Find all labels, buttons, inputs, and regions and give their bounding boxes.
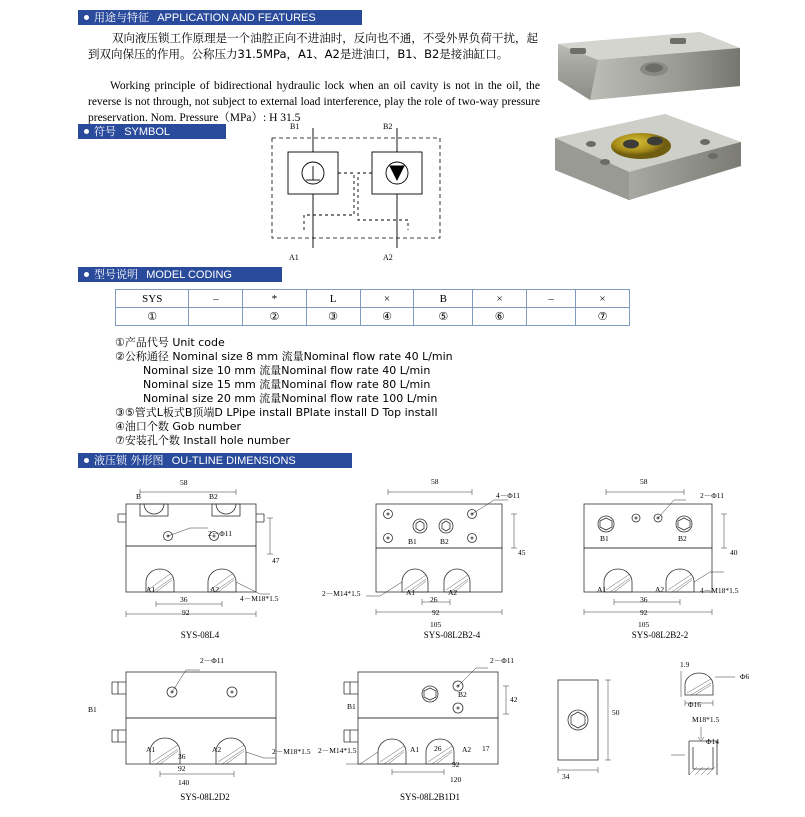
section-title-en: OU-TLINE DIMENSIONS: [171, 455, 296, 467]
section-title-cn: 型号说明: [94, 268, 138, 281]
section-title-en: APPLICATION AND FEATURES: [157, 12, 316, 24]
dim-label: 17: [482, 744, 490, 753]
coding-cell: ②: [243, 308, 306, 326]
outline-drawing-6: [546, 672, 616, 782]
dim-label: 40: [730, 548, 738, 557]
outline-drawing-5: [330, 652, 530, 782]
product-photo-top: [550, 14, 742, 102]
dim-label: 36: [640, 595, 648, 604]
dim-label: 45: [518, 548, 526, 557]
dim-label: 58: [431, 477, 439, 486]
model-coding-table: [115, 289, 630, 326]
dim-label: 120: [450, 775, 462, 784]
coding-cell: ①: [116, 308, 189, 326]
coding-cell: ③: [306, 308, 360, 326]
coding-cell: ×: [360, 290, 414, 308]
dim-label: 26: [430, 595, 438, 604]
dim-label: 36: [178, 752, 186, 761]
section-header-outline: [78, 453, 352, 468]
coding-note-2: ②公称通径 Nominal size 8 mm 流量Nominal flow rate 40 L/min: [115, 350, 453, 363]
symbol-label-b1: B1: [290, 122, 300, 131]
port-label: B2: [440, 537, 449, 546]
dim-label: 34: [562, 772, 570, 781]
coding-note-3: Nominal size 10 mm 流量Nominal flow rate 40 L/min: [143, 364, 431, 377]
coding-cell: –: [189, 290, 243, 308]
dim-label: Φ6: [740, 672, 750, 681]
bullet-dot-icon: [84, 272, 89, 277]
coding-cell: ⑥: [473, 308, 527, 326]
symbol-diagram: [258, 120, 458, 265]
dim-label: 2－M14*1.5: [318, 746, 357, 755]
table-row: [116, 290, 630, 308]
port-label: A1: [410, 745, 420, 754]
port-label: B1: [347, 702, 356, 711]
symbol-label-a2: A2: [383, 253, 393, 262]
dim-label: 1.9: [680, 660, 690, 669]
section-header-model-coding: [78, 267, 282, 282]
outline-drawing-7: [655, 655, 785, 785]
dim-label: Φ14: [706, 737, 719, 746]
coding-cell: *: [243, 290, 306, 308]
dim-label: 2－Φ11: [208, 529, 232, 538]
drawing-caption-1: SYS-08L4: [180, 630, 220, 640]
port-label: B2: [678, 534, 687, 543]
dim-label: 36: [180, 595, 188, 604]
coding-cell: –: [527, 290, 576, 308]
port-label: A1: [146, 745, 156, 754]
port-label: A2: [448, 588, 458, 597]
section-title-en: MODEL CODING: [146, 269, 232, 281]
dim-label: 2－M14*1.5: [322, 589, 361, 598]
port-label: B: [136, 492, 142, 501]
bullet-dot-icon: [84, 129, 89, 134]
coding-cell: ⑦: [576, 308, 630, 326]
bullet-dot-icon: [84, 15, 89, 20]
coding-note-4: Nominal size 15 mm 流量Nominal flow rate 80 L/min: [143, 378, 431, 391]
product-photo-bottom: [545, 104, 745, 208]
coding-cell: ×: [576, 290, 630, 308]
coding-cell: [189, 308, 243, 326]
port-label: A1: [597, 585, 607, 594]
section-header-symbol: [78, 124, 226, 139]
section-title-cn: 用途与特征: [94, 11, 149, 24]
dim-label: 105: [430, 620, 442, 629]
dim-label: 58: [640, 477, 648, 486]
coding-cell: ×: [473, 290, 527, 308]
dim-label: 4－M18*1.5: [700, 586, 739, 595]
symbol-label-a1: A1: [289, 253, 299, 262]
section-title-cn: 符号: [94, 125, 116, 138]
dim-label: 42: [510, 695, 518, 704]
dim-label: 92: [640, 608, 648, 617]
dim-label: 50: [612, 708, 620, 717]
coding-cell: L: [306, 290, 360, 308]
table-row: [116, 308, 630, 326]
coding-note-8: ⑦安装孔个数 Install hole number: [115, 434, 290, 447]
drawing-caption-2: SYS-08L2B2-4: [423, 630, 481, 640]
dim-label: 2－Φ11: [490, 656, 514, 665]
dim-label: 92: [452, 760, 460, 769]
dim-label: 140: [178, 778, 190, 787]
application-text-en: Working principle of bidirectional hydraulic lock when an oil cavity is not in the oil, the reverse is not through, not subject to external load interference, play the role of two-way pressure preservation. Nom. Pressure（MPa）: H 31.5: [88, 80, 540, 124]
coding-cell: [527, 308, 576, 326]
port-label: B1: [88, 705, 97, 714]
dim-label: 4－M18*1.5: [240, 594, 279, 603]
dim-label: M18*1.5: [692, 715, 720, 724]
port-label: B1: [600, 534, 609, 543]
application-text-cn: 双向液压锁工作原理是一个油腔正向不进油时，反向也不通，不受外界负荷干扰，起到双向保压的作用。公称压力31.5MPa，A1、A2是进油口，B1、B2是接油缸口。: [88, 31, 538, 61]
dim-label: 92: [182, 608, 190, 617]
section-header-application: [78, 10, 362, 25]
drawing-caption-3: SYS-08L2B2-2: [631, 630, 689, 640]
dim-label: 26: [434, 744, 442, 753]
outline-drawing-4: [100, 652, 310, 782]
coding-cell: ⑤: [414, 308, 473, 326]
dim-label: Φ16: [688, 700, 701, 709]
drawing-caption-4: SYS-08L2D2: [180, 792, 230, 802]
dim-label: 92: [432, 608, 440, 617]
dim-label: 105: [638, 620, 650, 629]
port-label: A2: [655, 585, 665, 594]
dim-label: 2－Φ11: [700, 491, 724, 500]
section-title-en: SYMBOL: [124, 126, 171, 138]
coding-cell: B: [414, 290, 473, 308]
coding-note-6: ③⑤管式L板式B顶端D LPipe install BPlate install D Top install: [115, 406, 438, 419]
coding-note-1: ①产品代号 Unit code: [115, 336, 225, 349]
port-label: B2: [209, 492, 218, 501]
port-label: A2: [212, 745, 222, 754]
port-label: A2: [462, 745, 472, 754]
port-label: A1: [146, 585, 156, 594]
port-label: A2: [210, 585, 220, 594]
drawing-caption-5: SYS-08L2B1D1: [399, 792, 460, 802]
coding-note-7: ④油口个数 Gob number: [115, 420, 242, 433]
coding-cell: SYS: [116, 290, 189, 308]
coding-cell: ④: [360, 308, 414, 326]
dim-label: 2－M18*1.5: [272, 747, 311, 756]
symbol-label-b2: B2: [383, 122, 393, 131]
dim-label: 58: [180, 478, 188, 487]
port-label: B1: [408, 537, 417, 546]
port-label: B2: [458, 690, 467, 699]
dim-label: 92: [178, 764, 186, 773]
dim-label: 47: [272, 556, 280, 565]
dim-label: 4－Φ11: [496, 491, 520, 500]
bullet-dot-icon: [84, 458, 89, 463]
port-label: A1: [406, 588, 416, 597]
coding-note-5: Nominal size 20 mm 流量Nominal flow rate 100 L/min: [143, 392, 438, 405]
dim-label: 2－Φ11: [200, 656, 224, 665]
section-title-cn: 液压锁 外形图: [94, 454, 164, 467]
